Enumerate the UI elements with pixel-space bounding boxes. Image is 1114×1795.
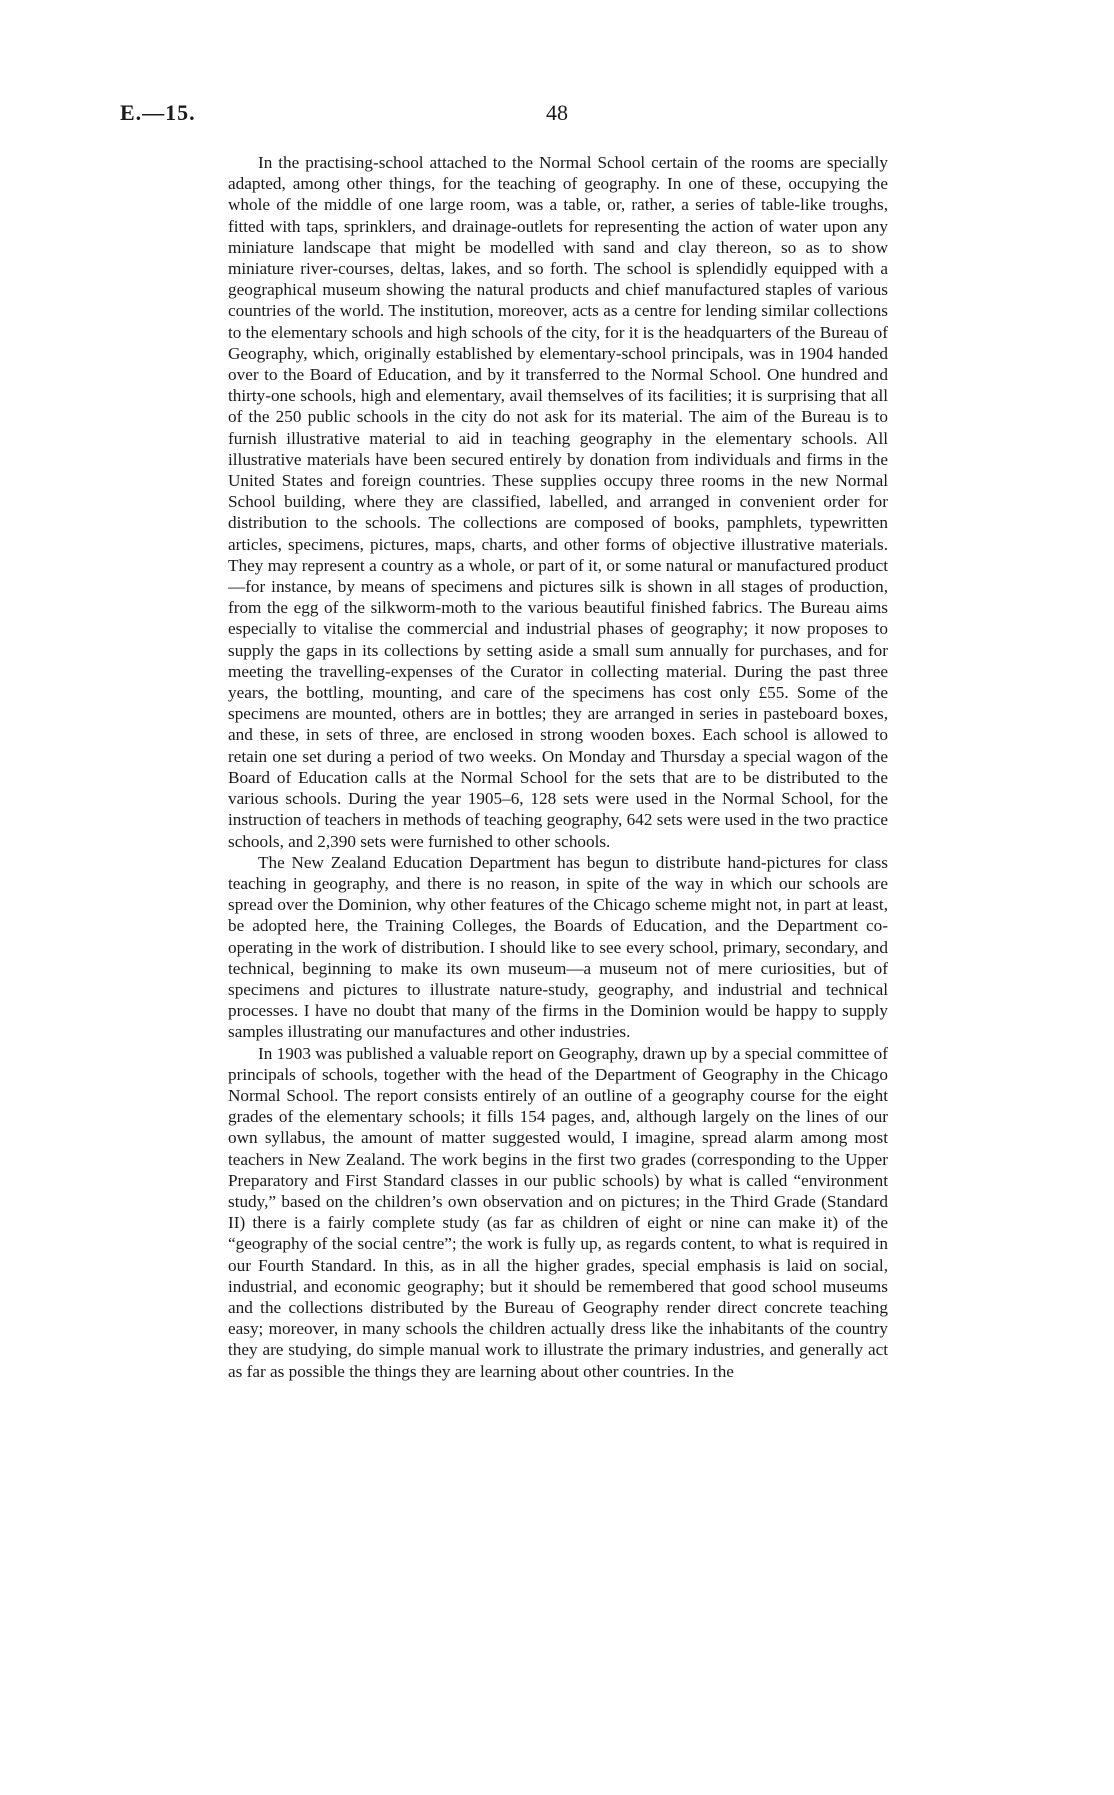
paragraph-geography-report: In 1903 was published a valuable report on Geography, drawn up by a special committee of principals of schools, together with the head of the Department of Geography in the Chicago Normal School. The report consists entirely of an outline of a geography course for the eight grades of the elementary schools; it fills 154 pages, and, although largely on the lines of our own syllabus, the amount of matter suggested would, I imagine, spread alarm among most teachers in New Zealand. The work begins in the first two grades (corresponding to the Upper Preparatory and First Standard classes in our public schools) by what is called “environment study,” based on the children’s own observation and on pictures; in the Third Grade (Standard II) there is a fairly complete study (as far as children of eight or nine can make it) of the “geography of the social centre”; the work is fully up, as regards content, to what is required in our Fourth Standard. In this, as in all the higher grades, special emphasis is laid on social, industrial, and economic geography; but it should be remembered that good school museums and the collections distributed by the Bureau of Geography render direct concrete teaching easy; moreover, in many schools the children actually dress like the inhabitants of the country they are studying, do simple manual work to illustrate the primary industries, and generally act as far as possible the things they are learning about other countries. In the [228, 1043, 888, 1381]
body-text [228, 152, 888, 1382]
page-header [0, 100, 1114, 130]
page-number: 48 [546, 100, 568, 125]
paragraph-new-zealand: The New Zealand Education Department has begun to distribute hand-pictures for class teaching in geography, and there is no reason, in spite of the way in which our schools are spread over the Dominion, why other features of the Chicago scheme might not, in part at least, be adopted here, the Training Colleges, the Boards of Education, and the Department co-operating in the work of distribution. I should like to see every school, primary, secondary, and technical, beginning to make its own museum—a museum not of mere curiosities, but of specimens and pictures to illustrate nature-study, geography, and industrial and technical processes. I have no doubt that many of the firms in the Dominion would be happy to supply samples illustrating our manufactures and other industries. [228, 852, 888, 1042]
document-reference: E.—15. [120, 100, 196, 125]
paragraph-chicago-museum: In the practising-school attached to the Normal School certain of the rooms are specially adapted, among other things, for the teaching of geography. In one of these, occupying the whole of the middle of one large room, was a table, or, rather, a series of table-like troughs, fitted with taps, sprinklers, and drainage-outlets for representing the action of water upon any miniature landscape that might be modelled with sand and clay thereon, so as to show miniature river-courses, deltas, lakes, and so forth. The school is splendidly equipped with a geographical museum showing the natural products and chief manufactured staples of various countries of the world. The institution, moreover, acts as a centre for lending similar collections to the elementary schools and high schools of the city, for it is the headquarters of the Bureau of Geography, which, originally established by elementary-school principals, was in 1904 handed over to the Board of Education, and by it transferred to the Normal School. One hundred and thirty-one schools, high and elementary, avail themselves of its facilities; it is surprising that all of the 250 public schools in the city do not ask for its material. The aim of the Bureau is to furnish illustrative material to aid in teaching geography in the elementary schools. All illustrative materials have been secured entirely by donation from individuals and firms in the United States and foreign countries. These supplies occupy three rooms in the new Normal School building, where they are classified, labelled, and arranged in convenient order for distribution to the schools. The collections are composed of books, pamphlets, typewritten articles, specimens, pictures, maps, charts, and other forms of objective illustrative materials. They may represent a country as a whole, or part of it, or some natural or manufactured product—for instance, by means of specimens and pictures silk is shown in all stages of production, from the egg of the silkworm-moth to the various beautiful finished fabrics. The Bureau aims especially to vitalise the commercial and industrial phases of geography; it now proposes to supply the gaps in its collections by setting aside a small sum annually for purchases, and for meeting the travelling-expenses of the Curator in collecting material. During the past three years, the bottling, mounting, and care of the specimens has cost only £55. Some of the specimens are mounted, others are in bottles; they are arranged in series in pasteboard boxes, and these, in sets of three, are enclosed in strong wooden boxes. Each school is allowed to retain one set during a period of two weeks. On Monday and Thursday a special wagon of the Board of Education calls at the Normal School for the sets that are to be distributed to the various schools. During the year 1905–6, 128 sets were used in the Normal School, for the instruction of teachers in methods of teaching geography, 642 sets were used in the two practice schools, and 2,390 sets were furnished to other schools. [228, 153, 888, 851]
